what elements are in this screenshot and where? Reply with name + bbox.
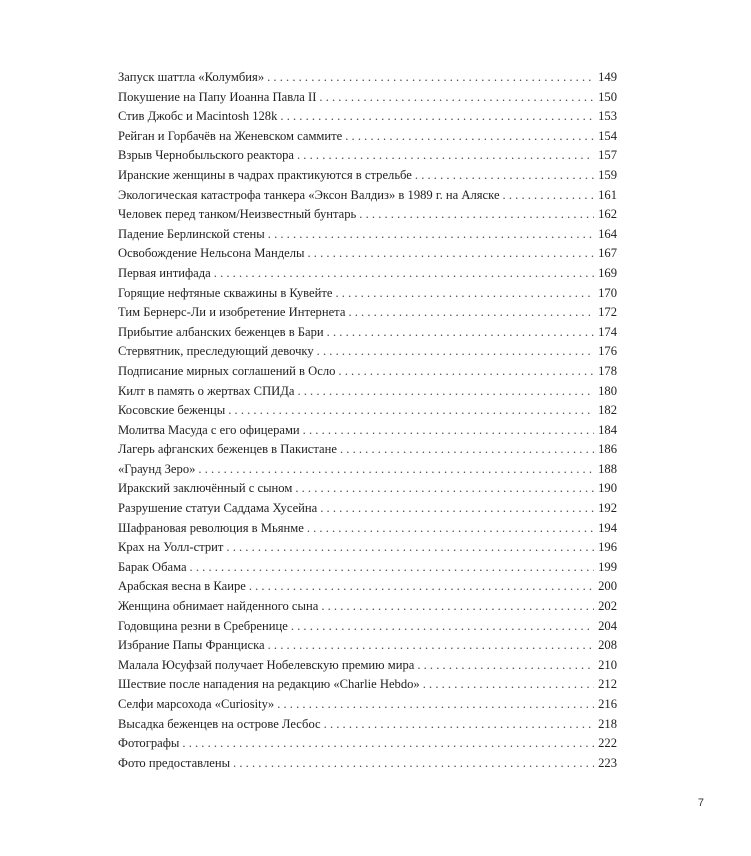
toc-entry: [118, 88, 617, 108]
toc-entry-page: 223: [598, 755, 617, 770]
toc-entry-page: 164: [598, 226, 617, 241]
toc-entry-page: 178: [598, 363, 617, 378]
toc-entry-title: Молитва Масуда с его офицерами: [118, 422, 300, 437]
toc-entry-title: Рейган и Горбачёв на Женевском саммите: [118, 128, 343, 143]
toc-entry: [118, 440, 617, 460]
toc-entry-page: 149: [598, 70, 617, 84]
toc-entry-title: «Граунд Зеро»: [118, 461, 196, 476]
toc-entry-page: 188: [598, 461, 617, 476]
dot-leader: [319, 88, 594, 108]
toc-entry-title: Покушение на Папу Иоанна Павла II: [118, 89, 317, 104]
toc-entry: [118, 519, 617, 539]
dot-leader: [335, 284, 594, 304]
dot-leader: [268, 636, 594, 656]
dot-leader: [249, 577, 594, 597]
toc-entry: [118, 382, 617, 402]
toc-entry-page: 216: [598, 697, 617, 711]
dot-leader: [320, 499, 594, 519]
toc-entry-page: 202: [598, 599, 617, 614]
toc-entry-title: Падение Берлинской стены: [118, 226, 265, 241]
dot-leader: [423, 675, 594, 695]
toc-entry: [118, 323, 617, 343]
dot-leader: [228, 401, 594, 421]
toc-entry-page: 182: [598, 403, 617, 418]
toc-entry-page: 218: [598, 716, 617, 731]
dot-leader: [291, 617, 594, 637]
dot-leader: [359, 205, 594, 225]
toc-entry-title: Высадка беженцев на острове Лесбос: [118, 716, 321, 731]
toc-entry: [118, 205, 617, 225]
toc-entry-title: Иракский заключённый с сыном: [118, 481, 293, 496]
toc-entry: [118, 577, 617, 597]
toc-entry-page: 194: [598, 520, 617, 535]
dot-leader: [503, 186, 595, 206]
toc-entry: [118, 146, 617, 166]
toc-entry-page: 162: [598, 207, 617, 222]
toc-entry-page: 174: [598, 324, 617, 339]
toc-entry-page: 169: [598, 265, 617, 280]
toc-entry: [118, 186, 617, 206]
toc-entry-title: Разрушение статуи Саддама Хусейна: [118, 501, 318, 516]
dot-leader: [327, 323, 594, 343]
toc-entry: [118, 68, 617, 88]
toc-entry: [118, 636, 617, 656]
dot-leader: [348, 303, 594, 323]
toc-entry-page: 199: [598, 559, 617, 574]
toc-entry-page: 200: [598, 579, 617, 594]
toc-entry-title: Крах на Уолл-стрит: [118, 540, 224, 555]
toc-entry-page: 153: [598, 109, 617, 124]
toc-entry-title: Экологическая катастрофа танкера «Эксон Валдиз» в 1989 г. на Аляске: [118, 187, 500, 202]
toc-entry-page: 212: [598, 677, 617, 692]
toc-entry-title: Шествие после нападения на редакцию «Charlie Hebdo»: [118, 677, 420, 692]
toc-entry: [118, 342, 617, 362]
toc-entry: [118, 244, 617, 264]
toc-entry-title: Прибытие албанских беженцев в Бари: [118, 324, 324, 339]
toc-entry-page: 190: [598, 481, 617, 496]
toc-entry-title: Арабская весна в Каире: [118, 579, 246, 594]
toc-entry-page: 170: [598, 285, 617, 300]
toc-entry: [118, 754, 617, 774]
dot-leader: [324, 715, 594, 735]
dot-leader: [182, 734, 594, 754]
dot-leader: [340, 440, 594, 460]
dot-leader: [190, 558, 595, 578]
toc-entry: [118, 675, 617, 695]
toc-entry: [118, 303, 617, 323]
toc-entry-page: 157: [598, 148, 617, 163]
toc-entry-page: 210: [598, 657, 617, 672]
dot-leader: [233, 754, 594, 774]
toc-entry: [118, 264, 617, 284]
dot-leader: [268, 225, 594, 245]
toc-entry-title: Взрыв Чернобыльского реактора: [118, 148, 294, 163]
dot-leader: [303, 421, 594, 441]
dot-leader: [307, 519, 594, 539]
toc-entry-page: 180: [598, 383, 617, 398]
toc-entry-page: 192: [598, 501, 617, 516]
dot-leader: [338, 362, 594, 382]
toc-entry-title: Годовщина резни в Сребренице: [118, 618, 288, 633]
dot-leader: [297, 382, 594, 402]
toc-entry: [118, 715, 617, 735]
toc-entry-title: Косовские беженцы: [118, 403, 226, 418]
toc-entry: [118, 127, 617, 147]
dot-leader: [317, 342, 594, 362]
dot-leader: [321, 597, 594, 617]
toc-entry-title: Селфи марсохода «Curiosity»: [118, 697, 275, 711]
toc-entry-title: Женщина обнимает найденного сына: [118, 599, 319, 614]
dot-leader: [214, 264, 594, 284]
dot-leader: [345, 127, 594, 147]
toc-entry-title: Фото предоставлены: [118, 755, 231, 770]
toc-entry-page: 150: [598, 89, 617, 104]
toc-entry: [118, 225, 617, 245]
toc-entry-title: Подписание мирных соглашений в Осло: [118, 363, 336, 378]
toc-entry: [118, 107, 617, 127]
toc-entry-title: Избрание Папы Франциска: [118, 638, 265, 653]
toc-entry: [118, 284, 617, 304]
dot-leader: [267, 68, 594, 88]
toc-entry-title: Первая интифада: [118, 265, 211, 280]
toc-entry-page: 204: [598, 618, 617, 633]
toc-entry-title: Стервятник, преследующий девочку: [118, 344, 314, 359]
toc-entry-page: 184: [598, 422, 617, 437]
dot-leader: [226, 538, 594, 558]
toc-entry: [118, 558, 617, 578]
toc-entry: [118, 597, 617, 617]
dot-leader: [277, 695, 594, 715]
toc-entry-title: Фотографы: [118, 736, 180, 751]
toc-entry: [118, 460, 617, 480]
toc-entry: [118, 734, 617, 754]
dot-leader: [295, 479, 594, 499]
toc-entry: [118, 499, 617, 519]
toc-entry-page: 176: [598, 344, 617, 359]
dot-leader: [415, 166, 594, 186]
toc-entry-page: 186: [598, 442, 617, 457]
toc-entry: [118, 362, 617, 382]
dot-leader: [297, 146, 594, 166]
toc-entry: [118, 695, 617, 715]
toc-entry-page: 172: [598, 305, 617, 320]
toc-entry: [118, 401, 617, 421]
dot-leader: [280, 107, 594, 127]
toc-entry-page: 208: [598, 638, 617, 653]
toc-entry: [118, 479, 617, 499]
toc-entry: [118, 656, 617, 676]
toc-entry-title: Освобождение Нельсона Манделы: [118, 246, 305, 261]
toc-entry: [118, 617, 617, 637]
toc-entry: [118, 538, 617, 558]
toc-entry-title: Шафрановая революция в Мьянме: [118, 520, 304, 535]
toc-entry-page: 167: [598, 246, 617, 261]
toc-entry-title: Стив Джобс и Macintosh 128k: [118, 109, 278, 124]
toc-entry-page: 196: [598, 540, 617, 555]
dot-leader: [417, 656, 594, 676]
toc-entry-title: Горящие нефтяные скважины в Кувейте: [118, 285, 333, 300]
toc-entry: [118, 421, 617, 441]
toc-entry-title: Малала Юсуфзай получает Нобелевскую премию мира: [118, 657, 415, 672]
toc-entry-title: Тим Бернерс-Ли и изобретение Интернета: [118, 305, 346, 320]
toc-entry-page: 222: [598, 736, 617, 751]
dot-leader: [308, 244, 595, 264]
toc-entry-page: 159: [598, 167, 617, 182]
toc-entry-title: Иранские женщины в чадрах практикуются в стрельбе: [118, 167, 412, 182]
toc-entry-title: Человек перед танком/Неизвестный бунтарь: [118, 207, 357, 222]
toc-entry-page: 154: [598, 128, 617, 143]
table-of-contents: [118, 68, 617, 773]
toc-entry-title: Барак Обама: [118, 559, 187, 574]
page-number: 7: [697, 797, 704, 809]
toc-entry-title: Лагерь афганских беженцев в Пакистане: [118, 442, 337, 457]
toc-entry-title: Килт в память о жертвах СПИДа: [118, 383, 295, 398]
toc-entry-page: 161: [598, 187, 617, 202]
toc-entry: [118, 166, 617, 186]
toc-entry-title: Запуск шаттла «Колумбия»: [118, 70, 265, 84]
dot-leader: [198, 460, 594, 480]
